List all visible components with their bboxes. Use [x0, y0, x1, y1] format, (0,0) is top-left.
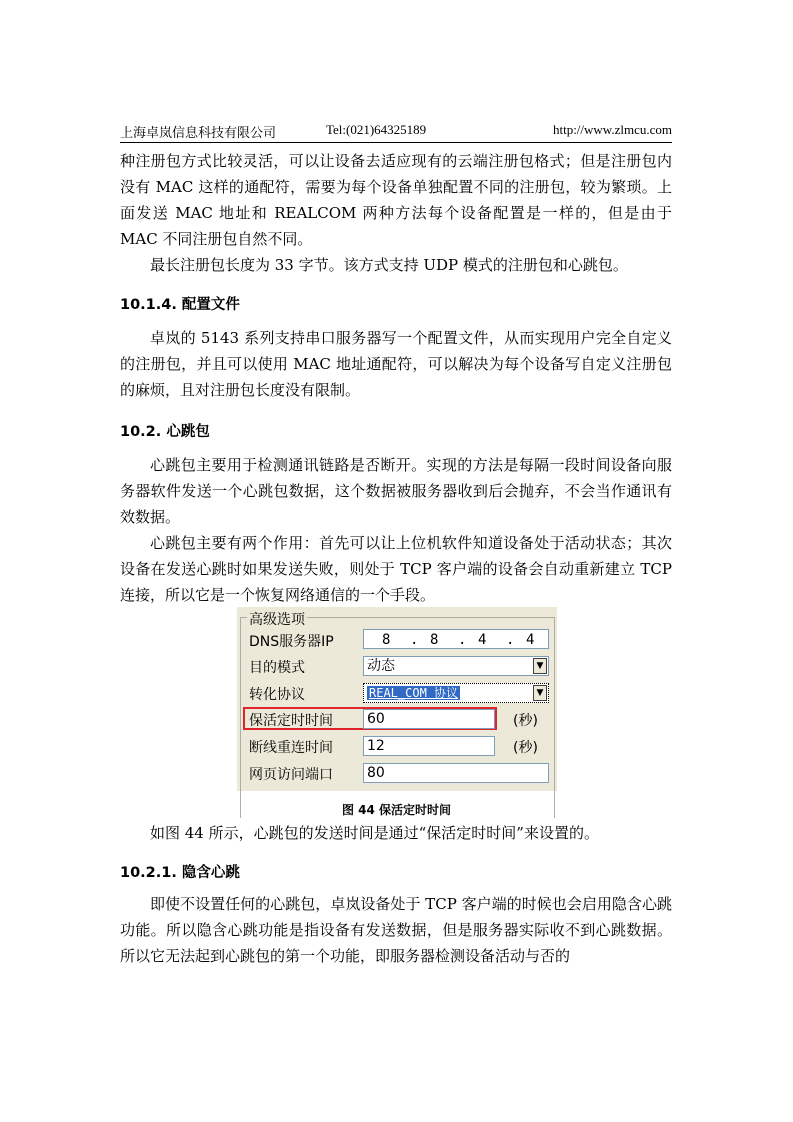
paragraph-3: 卓岚的 5143 系列支持串口服务器写一个配置文件，从而实现用户完全自定义的注册包，并且可以使用 MAC 地址通配符，可以解决为每个设备写自定义注册包的麻烦，且对注册包长度没有限制。 — [120, 329, 672, 399]
reconnect-label: 断线重连时间 — [249, 740, 333, 756]
chevron-down-icon[interactable]: ▼ — [533, 658, 547, 674]
keepalive-input[interactable]: 60 — [363, 709, 495, 729]
header-company: 上海卓岚信息科技有限公司 — [120, 125, 277, 140]
settings-panel-figure — [237, 607, 557, 791]
paragraph-5: 心跳包主要有两个作用：首先可以让上位机软件知道设备处于活动状态；其次设备在发送心跳时如果发送失败，则处于 TCP 客户端的设备会自动重新建立 TCP 连接，所以它是一个恢复网络通信的一个手段。 — [120, 534, 672, 604]
chevron-down-icon[interactable]: ▼ — [533, 685, 547, 701]
ip-octet-3: 4 — [478, 632, 487, 648]
dns-ip-input[interactable] — [363, 629, 549, 649]
header-tel: Tel:(021)64325189 — [326, 122, 427, 137]
keepalive-unit: (秒) — [513, 713, 538, 729]
protocol-select[interactable] — [363, 683, 549, 703]
keepalive-label: 保活定时时间 — [249, 713, 333, 729]
ip-octet-4: 4 — [526, 632, 535, 648]
mode-value: 动态 — [367, 658, 395, 674]
reconnect-input[interactable]: 12 — [363, 736, 495, 756]
heading-config-file: 10.1.4. 配置文件 — [120, 297, 240, 313]
protocol-label: 转化协议 — [249, 687, 305, 703]
ip-octet-1: 8 — [382, 632, 391, 648]
group-title: 高级选项 — [247, 609, 307, 629]
paragraph-2: 最长注册包长度为 33 字节。该方式支持 UDP 模式的注册包和心跳包。 — [150, 256, 628, 274]
ip-dot: . — [506, 632, 515, 648]
heading-heartbeat: 10.2. 心跳包 — [120, 424, 210, 440]
protocol-value: REAL_COM 协议 — [369, 686, 459, 700]
page-header — [120, 120, 672, 143]
figure-caption: 图 44 保活定时时间 — [341, 803, 452, 817]
header-url: http://www.zlmcu.com — [552, 122, 672, 137]
heading-implicit-heartbeat: 10.2.1. 隐含心跳 — [120, 865, 240, 881]
webport-input[interactable]: 80 — [363, 763, 549, 783]
ip-octet-2: 8 — [430, 632, 439, 648]
dns-label: DNS服务器IP — [249, 634, 334, 650]
ip-dot: . — [410, 632, 419, 648]
paragraph-4: 心跳包主要用于检测通讯链路是否断开。实现的方法是每隔一段时间设备向服务器软件发送一个心跳包数据，这个数据被服务器收到后会抛弃，不会当作通讯有效数据。 — [120, 456, 672, 526]
ip-dot: . — [458, 632, 467, 648]
mode-label: 目的模式 — [249, 660, 305, 676]
paragraph-7: 即使不设置任何的心跳包，卓岚设备处于 TCP 客户端的时候也会启用隐含心跳功能。所以隐含心跳功能是指设备有发送数据，但是服务器实际收不到心跳数据。所以它无法起到心跳包的第一个功能，即服务器检测设备活动与否的 — [120, 895, 672, 965]
mode-select[interactable] — [363, 656, 549, 676]
paragraph-1: 种注册包方式比较灵活，可以让设备去适应现有的云端注册包格式；但是注册包内没有 MAC 这样的通配符，需要为每个设备单独配置不同的注册包，较为繁琐。上面发送 MAC 地址和 REALCOM 两种方法每个设备配置是一样的，但是由于 MAC 不同注册包自然不同。 — [120, 152, 672, 248]
reconnect-unit: (秒) — [513, 740, 538, 756]
webport-label: 网页访问端口 — [249, 767, 333, 783]
paragraph-6: 如图 44 所示，心跳包的发送时间是通过“保活定时时间”来设置的。 — [150, 824, 599, 842]
